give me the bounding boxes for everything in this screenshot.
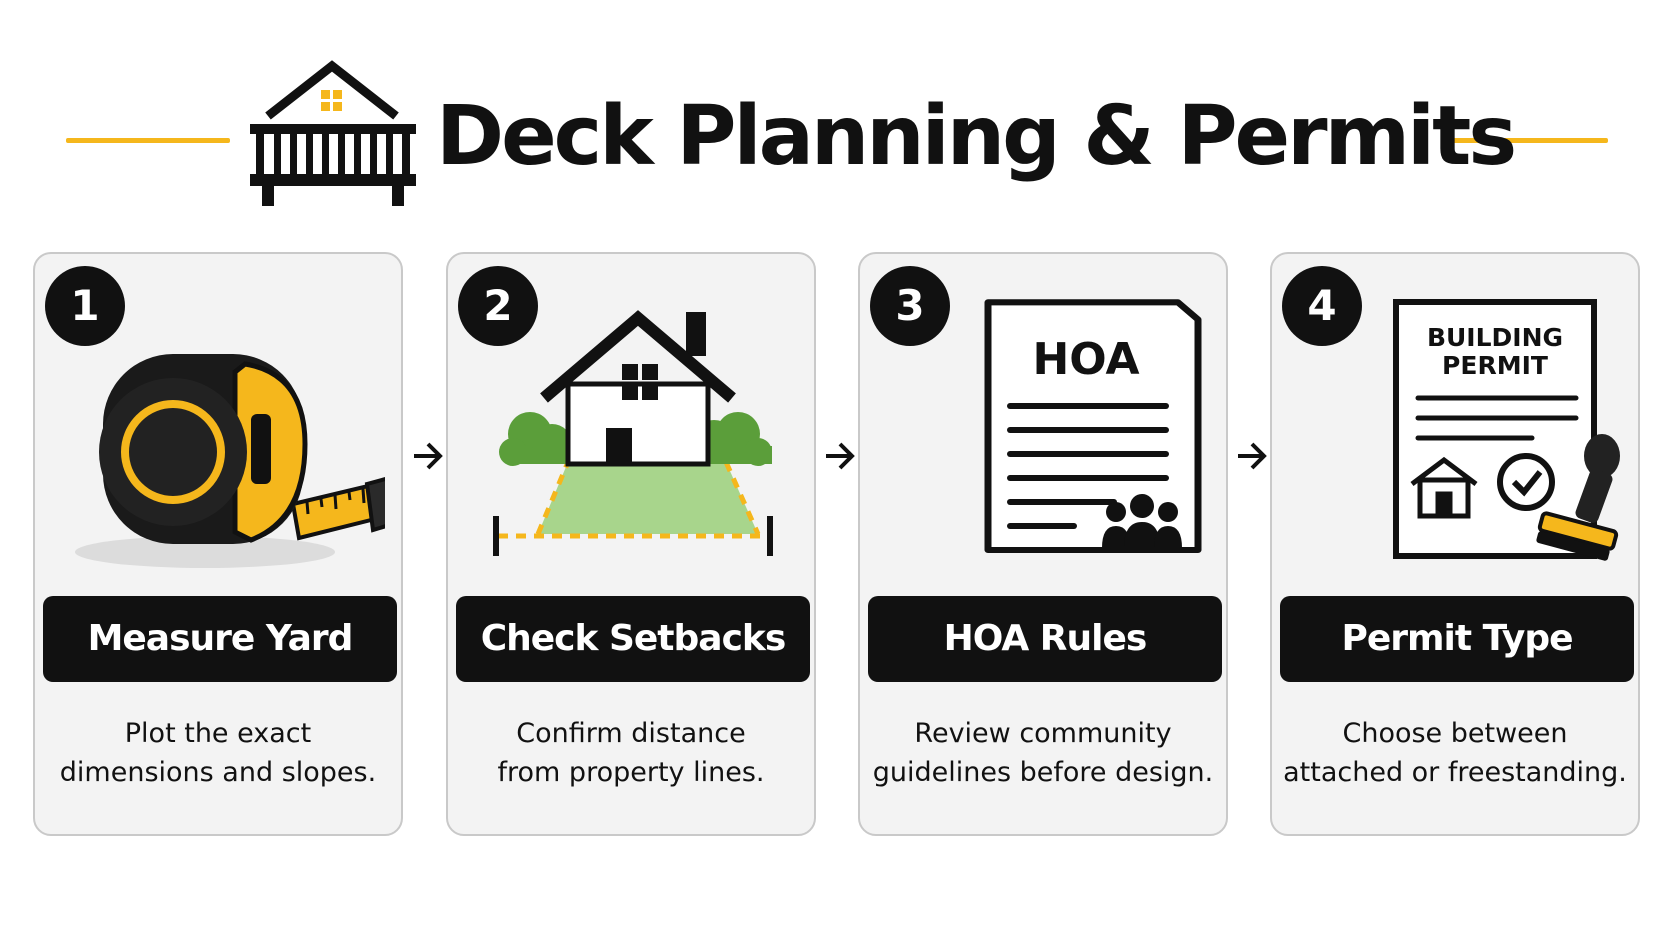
step-description-line: dimensions and slopes. <box>59 757 377 788</box>
house-property-lines-icon <box>468 294 798 594</box>
step-title: Permit Type <box>1280 596 1634 682</box>
arrow-right-icon <box>822 438 858 474</box>
step-title: Check Setbacks <box>456 596 810 682</box>
title-rule-left <box>66 138 230 143</box>
arrow-right-icon <box>410 438 446 474</box>
step-number-badge: 1 <box>45 266 125 346</box>
house-deck-icon <box>248 58 418 208</box>
page-title: Deck Planning & Permits <box>436 89 1515 184</box>
step-description <box>1272 714 1638 792</box>
step-number-badge: 4 <box>1282 266 1362 346</box>
step-card-2 <box>446 252 816 836</box>
step-description-line: Plot the exact <box>124 718 312 749</box>
step-description-line: Review community <box>914 718 1172 749</box>
step-description-line: Confirm distance <box>516 718 746 749</box>
checkmark-icon <box>1500 456 1552 508</box>
step-card-3 <box>858 252 1228 836</box>
step-description-line: guidelines before design. <box>872 757 1214 788</box>
building-permit-icon <box>1292 294 1622 594</box>
step-description-line: Choose between <box>1342 718 1568 749</box>
step-card-1 <box>33 252 403 836</box>
hoa-document-icon <box>880 294 1210 594</box>
header <box>0 0 1672 230</box>
arrow-right-icon <box>1234 438 1270 474</box>
step-description <box>35 714 401 792</box>
step-description-line: from property lines. <box>497 757 765 788</box>
step-description <box>860 714 1226 792</box>
permit-document-heading-line: PERMIT <box>1442 351 1548 380</box>
hoa-document-heading: HOA <box>1032 334 1140 385</box>
step-card-4 <box>1270 252 1640 836</box>
tape-measure-icon <box>55 294 385 594</box>
step-number-badge: 2 <box>458 266 538 346</box>
step-title: Measure Yard <box>43 596 397 682</box>
step-number-badge: 3 <box>870 266 950 346</box>
permit-document-heading-line: BUILDING <box>1426 323 1564 352</box>
step-description-line: attached or freestanding. <box>1283 757 1627 788</box>
step-title: HOA Rules <box>868 596 1222 682</box>
step-description <box>448 714 814 792</box>
